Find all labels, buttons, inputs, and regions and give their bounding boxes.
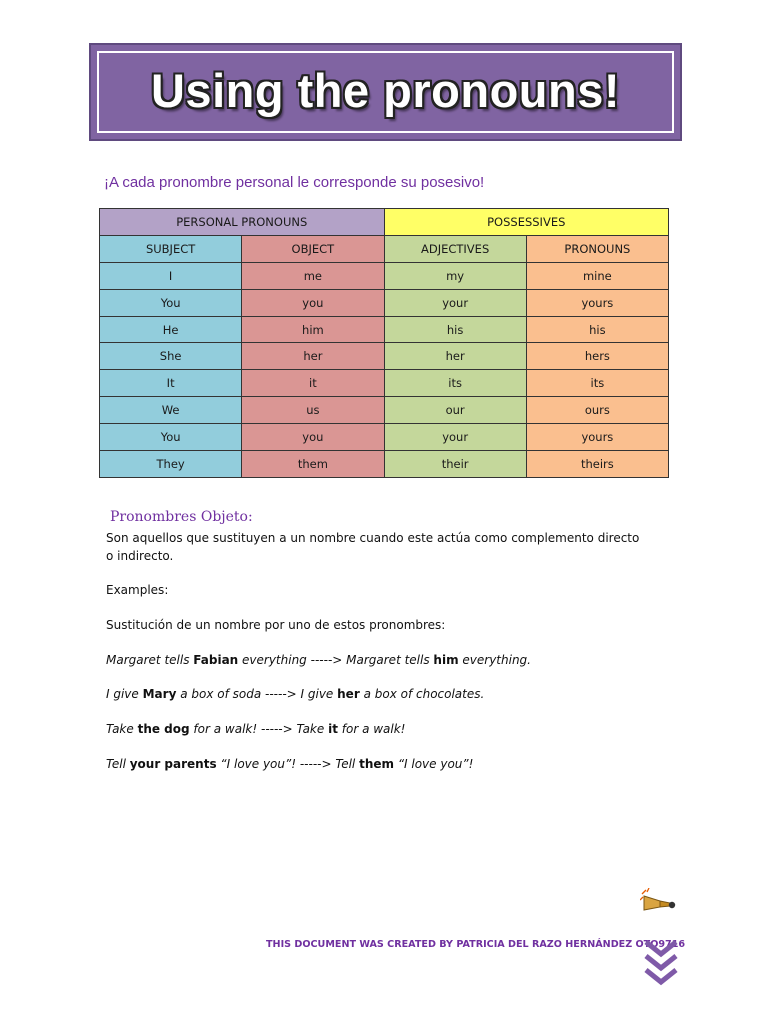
pronoun-cell: theirs bbox=[526, 451, 668, 478]
highlighted-word: Mary bbox=[142, 687, 177, 701]
adjective-cell: her bbox=[384, 343, 526, 370]
subject-cell: We bbox=[100, 397, 242, 424]
subject-cell: You bbox=[100, 424, 242, 451]
page-title: Using the pronouns! bbox=[150, 63, 620, 117]
table-body bbox=[100, 262, 669, 477]
definition-text: Son aquellos que sustituyen a un nombre cuando este actúa como complemento directo o indirecto. bbox=[106, 531, 640, 563]
adjective-cell: his bbox=[384, 316, 526, 343]
object-cell: her bbox=[242, 343, 384, 370]
section-heading: Pronombres Objeto: bbox=[110, 509, 253, 525]
object-cell: me bbox=[242, 262, 384, 289]
highlighted-word: it bbox=[328, 722, 338, 736]
sentence-fragment: I give bbox=[106, 687, 143, 701]
subtitle: ¡A cada pronombre personal le corresponde su posesivo! bbox=[104, 174, 485, 191]
table-row bbox=[100, 262, 669, 289]
highlighted-word: him bbox=[433, 653, 459, 667]
sentence-fragment: Margaret tells bbox=[106, 653, 194, 667]
object-cell: them bbox=[242, 451, 384, 478]
table-row bbox=[100, 424, 669, 451]
adjectives-header: ADJECTIVES bbox=[384, 235, 526, 262]
personal-pronouns-header: PERSONAL PRONOUNS bbox=[100, 209, 385, 236]
pronoun-cell: his bbox=[526, 316, 668, 343]
object-cell: him bbox=[242, 316, 384, 343]
object-cell: you bbox=[242, 424, 384, 451]
table-row bbox=[100, 316, 669, 343]
example-sentence bbox=[106, 755, 646, 773]
highlighted-word: your parents bbox=[129, 757, 217, 771]
table-row bbox=[100, 451, 669, 478]
chevron-down-icon bbox=[643, 938, 679, 988]
subject-cell: You bbox=[100, 289, 242, 316]
sentence-fragment: “I love you”! -----> Tell bbox=[216, 757, 360, 771]
adjective-cell: your bbox=[384, 424, 526, 451]
subject-cell: He bbox=[100, 316, 242, 343]
pronoun-cell: its bbox=[526, 370, 668, 397]
example-sentence bbox=[106, 685, 646, 703]
pronouns-table bbox=[99, 208, 669, 478]
adjective-cell: your bbox=[384, 289, 526, 316]
substitution-label: Sustitución de un nombre por uno de estos pronombres: bbox=[106, 618, 446, 632]
pronouns-header: PRONOUNS bbox=[526, 235, 668, 262]
adjective-cell: our bbox=[384, 397, 526, 424]
sentence-fragment: for a walk! bbox=[337, 722, 406, 736]
sentence-fragment: “I love you”! bbox=[394, 757, 474, 771]
table-row bbox=[100, 343, 669, 370]
highlighted-word: Fabian bbox=[193, 653, 239, 667]
sentence-fragment: for a walk! -----> Take bbox=[189, 722, 329, 736]
subject-cell: She bbox=[100, 343, 242, 370]
highlighted-word: them bbox=[359, 757, 394, 771]
sentence-fragment: Take bbox=[106, 722, 138, 736]
sentence-fragment: everything. bbox=[458, 653, 531, 667]
table-row bbox=[100, 370, 669, 397]
title-banner-frame bbox=[97, 51, 674, 133]
object-cell: us bbox=[242, 397, 384, 424]
example-sentence bbox=[106, 651, 646, 669]
object-header: OBJECT bbox=[242, 235, 384, 262]
adjective-cell: my bbox=[384, 262, 526, 289]
group-header-row bbox=[100, 209, 669, 236]
possessives-header: POSSESSIVES bbox=[384, 209, 669, 236]
pronoun-cell: yours bbox=[526, 289, 668, 316]
subject-cell: I bbox=[100, 262, 242, 289]
table-row bbox=[100, 289, 669, 316]
object-cell: you bbox=[242, 289, 384, 316]
sentence-fragment: Tell bbox=[106, 757, 130, 771]
adjective-cell: its bbox=[384, 370, 526, 397]
sentence-fragment: everything -----> Margaret tells bbox=[238, 653, 434, 667]
adjective-cell: their bbox=[384, 451, 526, 478]
subject-cell: It bbox=[100, 370, 242, 397]
sentence-fragment: a box of chocolates. bbox=[359, 687, 485, 701]
pronoun-cell: hers bbox=[526, 343, 668, 370]
title-banner bbox=[89, 43, 682, 141]
column-header-row bbox=[100, 235, 669, 262]
subject-header: SUBJECT bbox=[100, 235, 242, 262]
horn-icon bbox=[640, 888, 678, 914]
table-row bbox=[100, 397, 669, 424]
highlighted-word: the dog bbox=[137, 722, 190, 736]
example-sentence bbox=[106, 720, 646, 738]
pronoun-cell: ours bbox=[526, 397, 668, 424]
pronoun-cell: mine bbox=[526, 262, 668, 289]
pronoun-cell: yours bbox=[526, 424, 668, 451]
sentence-fragment: a box of soda -----> I give bbox=[176, 687, 338, 701]
examples-label: Examples: bbox=[106, 583, 169, 597]
highlighted-word: her bbox=[337, 687, 360, 701]
object-cell: it bbox=[242, 370, 384, 397]
footer-credit: THIS DOCUMENT WAS CREATED BY PATRICIA DEL RAZO HERNÁNDEZ OTO9716 bbox=[266, 939, 686, 950]
subject-cell: They bbox=[100, 451, 242, 478]
